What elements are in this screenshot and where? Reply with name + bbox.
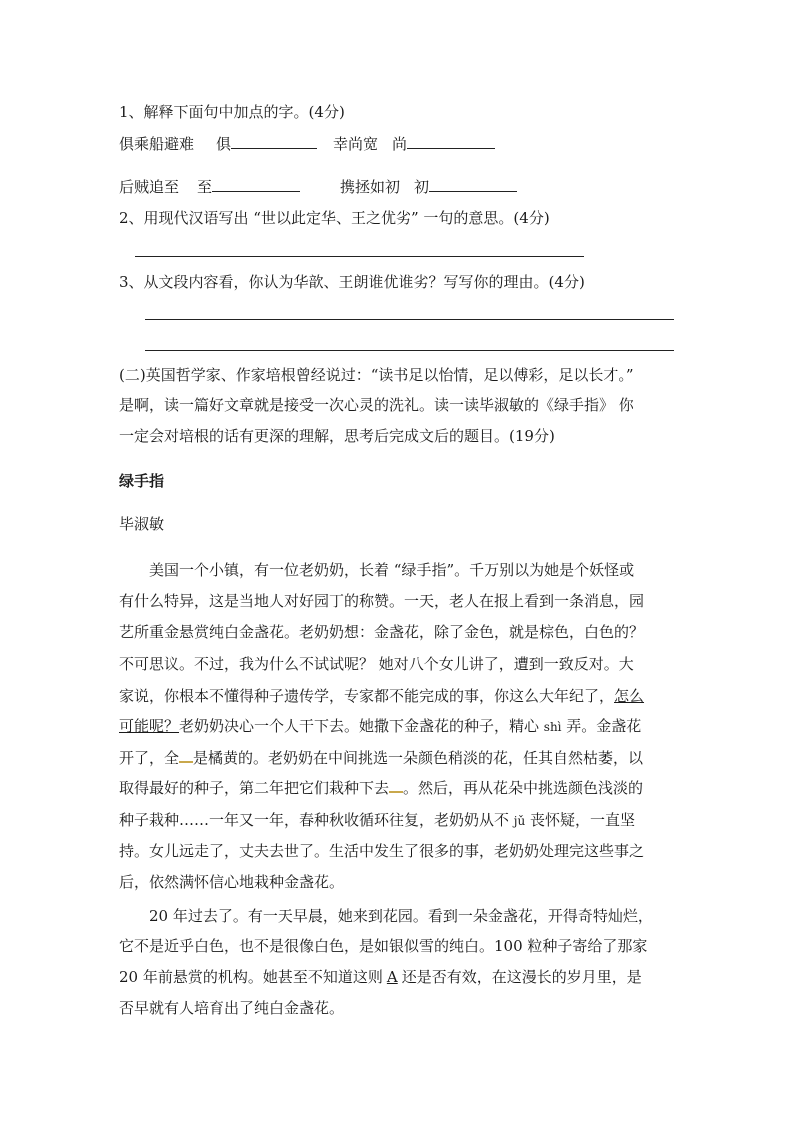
body-text: 家说，你根本不懂得种子遗传学，专家都不能完成的事，你这么大年纪了， xyxy=(119,687,615,705)
q1-char: 尚 xyxy=(392,135,408,153)
q1-phrase: 俱乘船避难 xyxy=(119,135,195,153)
body-text: 种子栽种……一年又一年，春种秋收循环往复，老奶奶从不 xyxy=(119,811,514,829)
underlined-text: 可能呢？ xyxy=(119,717,180,735)
body-text: 还是否有效，在这漫长的岁月里，是 xyxy=(401,968,642,986)
body-line xyxy=(119,778,643,798)
answer-line[interactable] xyxy=(145,319,674,320)
article-author: 毕淑敏 xyxy=(119,515,165,533)
body-line: 持。女儿远走了，丈夫去世了。生活中发生了很多的事，老奶奶处理完这些事之 xyxy=(119,842,645,860)
q1-char: 至 xyxy=(197,178,213,196)
body-line: 有什么特异，这是当地人对好园丁的称赞。一天，老人在报上看到一条消息，园 xyxy=(119,592,645,610)
q1-phrase: 幸尚宽 xyxy=(333,135,379,153)
q1-phrase: 后贼追至 xyxy=(119,178,180,196)
body-line xyxy=(119,716,641,737)
answer-line[interactable] xyxy=(135,256,584,257)
body-line xyxy=(119,967,642,987)
body-line: 后，依然满怀信心地栽种金盏花。 xyxy=(119,873,345,891)
q1-prompt: 1、解释下面句中加点的字。(4分) xyxy=(119,103,345,121)
part2-intro-line: 是啊，读一篇好文章就是接受一次心灵的洗礼。读一读毕淑敏的《绿手指》 你 xyxy=(119,396,634,414)
answer-blank[interactable] xyxy=(407,134,495,149)
q1-row-2 xyxy=(119,177,517,197)
body-text: 老奶奶决心一个人干下去。她撒下金盏花的种子，精心 xyxy=(179,717,544,735)
blank-a-marker[interactable]: A xyxy=(386,968,398,986)
answer-blank[interactable] xyxy=(231,134,317,149)
body-line: 美国一个小镇，有一位老奶奶，长着 “绿手指”。千万别以为她是个妖怪或 xyxy=(149,561,635,579)
body-line: 不可思议。不过，我为什么不试试呢？ 她对八个女儿讲了，遭到一致反对。大 xyxy=(119,655,634,673)
fill-blank-marker[interactable] xyxy=(179,749,193,763)
body-line: 艺所重金悬赏纯白金盏花。老奶奶想：金盏花，除了金色，就是棕色，白色的？ xyxy=(119,623,645,641)
body-text: 开了，全 xyxy=(119,749,180,767)
body-line: 20 年过去了。有一天早晨，她来到花园。看到一朵金盏花，开得奇特灿烂， xyxy=(149,907,653,925)
q1-row-1 xyxy=(119,134,495,154)
body-line: 它不是近乎白色，也不是很像白色，是如银似雪的纯白。100 粒种子寄给了那家 xyxy=(119,937,648,955)
body-line: 否早就有人培育出了纯白金盏花。 xyxy=(119,999,345,1017)
part2-intro-line: (二)英国哲学家、作家培根曾经说过：“读书足以怡情，足以傅彩，足以长才。” xyxy=(119,366,634,384)
article-title: 绿手指 xyxy=(119,472,165,490)
q2-prompt: 2、用现代汉语写出 “世以此定华、王之优劣” 一句的意思。(4分) xyxy=(119,209,550,227)
body-text: 弄。金盏花 xyxy=(561,717,642,735)
q1-char: 初 xyxy=(414,178,430,196)
q1-phrase: 携拯如初 xyxy=(340,178,401,196)
answer-blank[interactable] xyxy=(429,177,517,192)
pinyin-blank: jǔ xyxy=(513,814,526,828)
body-text: 20 年前悬赏的机构。她甚至不知道这则 xyxy=(119,968,383,986)
body-text: 丧怀疑，一直坚 xyxy=(525,811,636,829)
fill-blank-marker[interactable] xyxy=(389,779,403,793)
body-line xyxy=(119,748,643,768)
body-line xyxy=(119,810,635,831)
q1-char: 俱 xyxy=(216,135,232,153)
body-text: 是橘黄的。老奶奶在中间挑选一朵颜色稍淡的花，任其自然枯萎，以 xyxy=(193,749,644,767)
underlined-text: 怎么 xyxy=(614,687,645,705)
answer-line[interactable] xyxy=(145,350,674,351)
body-text: 。然后，再从花朵中挑选颜色浅淡的 xyxy=(403,779,644,797)
body-text: 取得最好的种子，第二年把它们栽种下去 xyxy=(119,779,390,797)
body-line xyxy=(119,686,644,706)
pinyin-blank: shì xyxy=(543,720,562,734)
part2-intro-line: 一定会对培根的话有更深的理解，思考后完成文后的题目。(19分) xyxy=(119,427,555,445)
answer-blank[interactable] xyxy=(212,177,300,192)
q3-prompt: 3、从文段内容看，你认为华歆、王朗谁优谁劣？写写你的理由。(4分) xyxy=(119,273,585,291)
